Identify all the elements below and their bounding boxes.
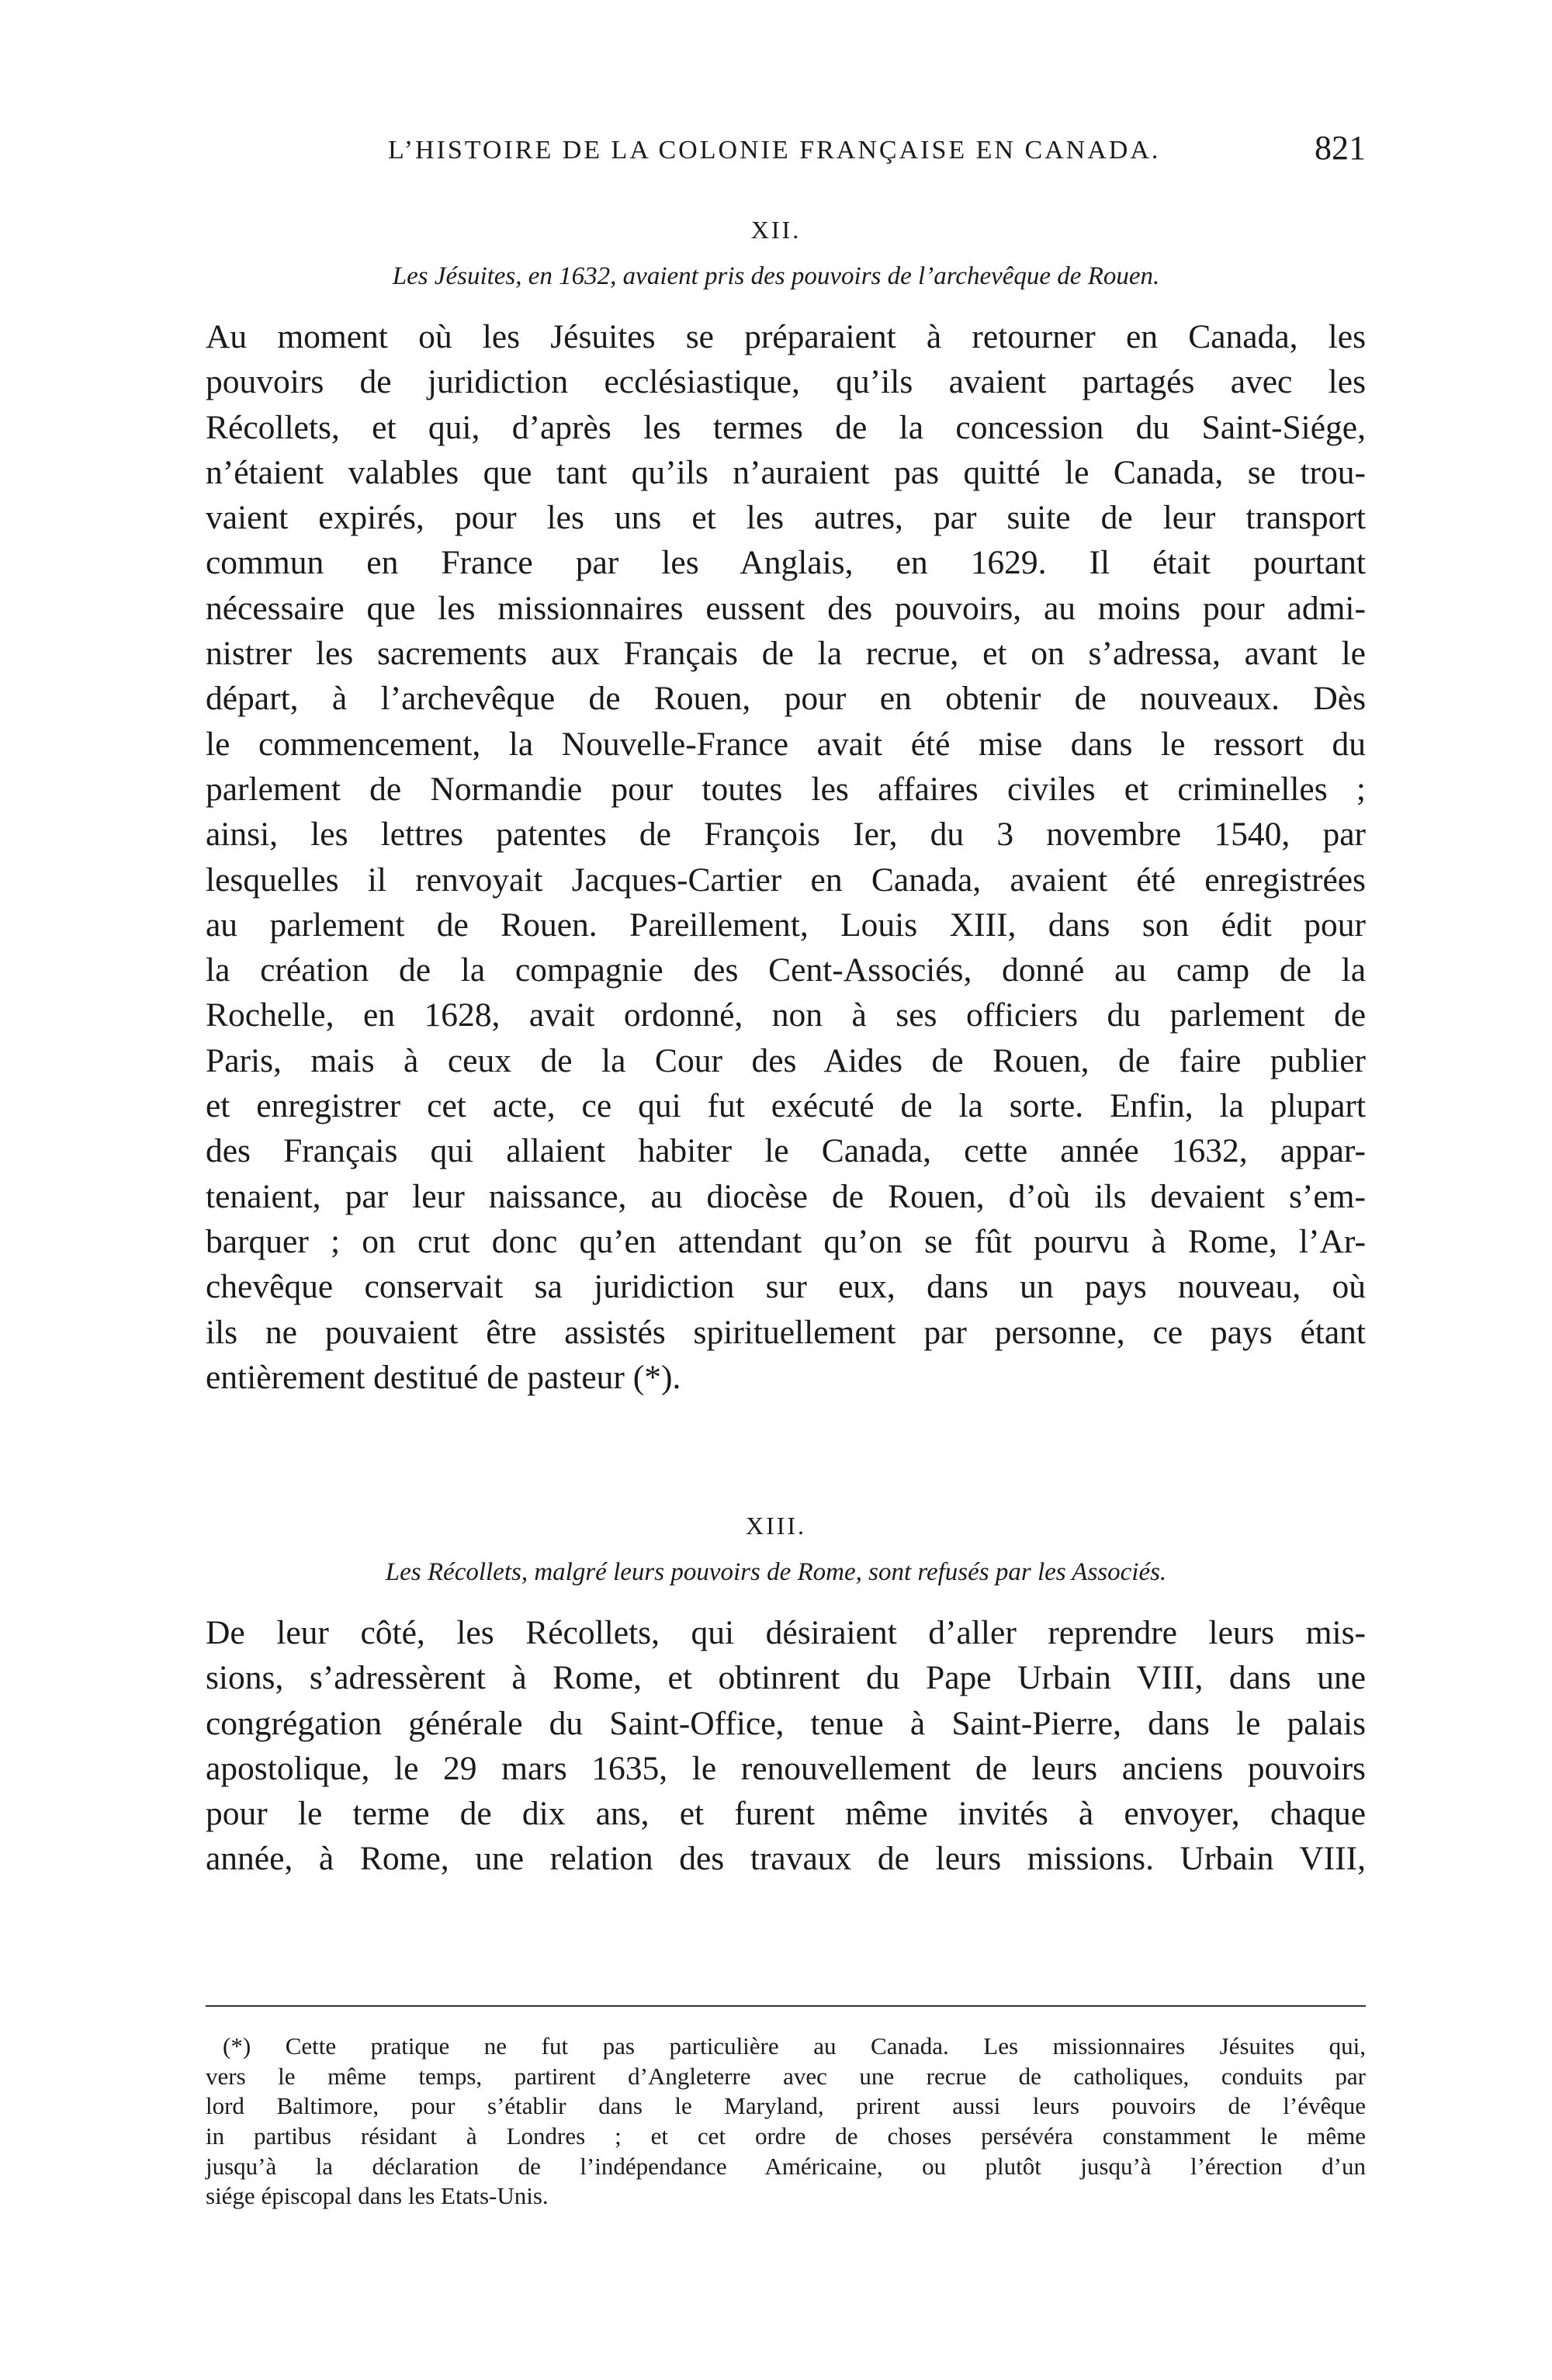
text-line: au parlement de Rouen. Pareillement, Louis XIII, dans son édit pour: [206, 906, 1366, 944]
footnote-line: lord Baltimore, pour s’établir dans le Maryland, prirent aussi leurs pouvoirs de l’évêque: [206, 2092, 1366, 2120]
footnote-line: jusqu’à la déclaration de l’indépendance Américaine, ou plutôt jusqu’à l’érection d’un: [206, 2152, 1366, 2180]
text-line: ainsi, les lettres patentes de François Ier, du 3 novembre 1540, par: [206, 816, 1366, 854]
text-line: chevêque conservait sa juridiction sur eux, dans un pays nouveau, où: [206, 1268, 1366, 1306]
section-number-xiii: XIII.: [745, 1512, 807, 1540]
text-line: ils ne pouvaient être assistés spirituellement par personne, ce pays étant: [206, 1313, 1366, 1351]
text-line: n’étaient valables que tant qu’ils n’auraient pas quitté le Canada, se trou-: [206, 453, 1366, 491]
text-line: Paris, mais à ceux de la Cour des Aides de Rouen, de faire publier: [206, 1041, 1366, 1079]
text-line: le commencement, la Nouvelle-France avait été mise dans le ressort du: [206, 725, 1366, 763]
text-line: De leur côté, les Récollets, qui désiraient d’aller reprendre leurs mis-: [206, 1614, 1366, 1651]
text-line: pour le terme de dix ans, et furent même invités à envoyer, chaque: [206, 1795, 1366, 1833]
section-summary-xii: Les Jésuites, en 1632, avaient pris des pouvoirs de l’archevêque de Rouen.: [392, 262, 1160, 290]
text-line: année, à Rome, une relation des travaux de leurs missions. Urbain VIII,: [206, 1840, 1366, 1878]
text-line: des Français qui allaient habiter le Canada, cette année 1632, appar-: [206, 1132, 1366, 1170]
text-line: nistrer les sacrements aux Français de la recrue, et on s’adressa, avant le: [206, 635, 1366, 673]
text-line: nécessaire que les missionnaires eussent des pouvoirs, au moins pour admi-: [206, 589, 1366, 627]
text-line: départ, à l’archevêque de Rouen, pour en obtenir de nouveaux. Dès: [206, 680, 1366, 718]
text-line: lesquelles il renvoyait Jacques-Cartier en Canada, avaient été enregistrées: [206, 861, 1366, 899]
footnote-divider: [206, 2005, 1366, 2007]
section-body-xiii: [206, 1610, 1366, 1882]
text-line: la création de la compagnie des Cent-Associés, donné au camp de la: [206, 951, 1366, 989]
text-line: entièrement destitué de pasteur (*).: [206, 1358, 681, 1396]
text-line: sions, s’adressèrent à Rome, et obtinrent du Pape Urbain VIII, dans une: [206, 1659, 1366, 1697]
running-head: [206, 128, 1366, 175]
text-line: vaient expirés, pour les uns et les autres, par suite de leur transport: [206, 499, 1366, 537]
text-line: congrégation générale du Saint-Office, tenue à Saint-Pierre, dans le palais: [206, 1704, 1366, 1742]
text-line: barquer ; on crut donc qu’en attendant qu’on se fût pourvu à Rome, l’Ar-: [206, 1222, 1366, 1260]
text-line: Rochelle, en 1628, avait ordonné, non à ses officiers du parlement de: [206, 996, 1366, 1034]
footnote-line: siége épiscopal dans les Etats-Unis.: [206, 2182, 549, 2210]
text-line: commun en France par les Anglais, en 1629. Il était pourtant: [206, 544, 1366, 582]
text-line: Récollets, et qui, d’après les termes de la concession du Saint-Siége,: [206, 408, 1366, 446]
text-line: parlement de Normandie pour toutes les affaires civiles et criminelles ;: [206, 770, 1366, 808]
footnote-line: in partibus résidant à Londres ; et cet ordre de choses persévéra constamment le même: [206, 2122, 1366, 2150]
section-summary-xiii: Les Récollets, malgré leurs pouvoirs de Rome, sont refusés par les Associés.: [385, 1558, 1167, 1586]
page-number: 821: [1315, 129, 1366, 167]
footnote-line: (*) Cette pratique ne fut pas particulière au Canada. Les missionnaires Jésuites qui,: [223, 2032, 1366, 2060]
text-line: tenaient, par leur naissance, au diocèse de Rouen, d’où ils devaient s’em-: [206, 1177, 1366, 1215]
text-line: apostolique, le 29 mars 1635, le renouvellement de leurs anciens pouvoirs: [206, 1749, 1366, 1787]
footnote-line: vers le même temps, partirent d’Angleterre avec une recrue de catholiques, conduits par: [206, 2062, 1366, 2090]
text-line: pouvoirs de juridiction ecclésiastique, qu’ils avaient partagés avec les: [206, 363, 1366, 401]
text-line: et enregistrer cet acte, ce qui fut exécuté de la sorte. Enfin, la plupart: [206, 1087, 1366, 1125]
section-number-xii: XII.: [750, 216, 802, 244]
section-body-xii: [206, 314, 1366, 1400]
text-line: Au moment où les Jésuites se préparaient à retourner en Canada, les: [206, 318, 1366, 355]
footnote: [206, 2032, 1366, 2212]
running-title: L’HISTOIRE DE LA COLONIE FRANÇAISE EN CANADA.: [388, 136, 1161, 165]
